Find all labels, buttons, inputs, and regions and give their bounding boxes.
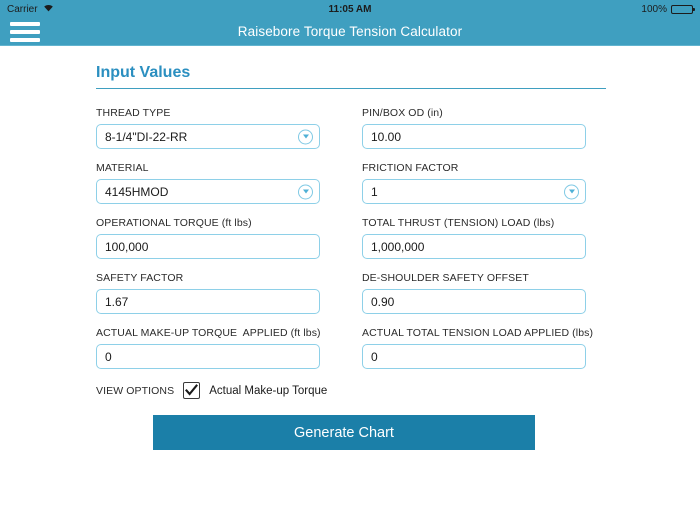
field-value: 0 [105, 349, 112, 364]
form-row [96, 217, 606, 259]
form-row [96, 107, 606, 149]
field-group-pin-box-od [362, 107, 586, 149]
field-group-de-shoulder-safety-offset [362, 272, 586, 314]
status-bar [0, 0, 700, 18]
form-row [96, 162, 606, 204]
field-label: THREAD TYPE [96, 107, 171, 119]
field-label: SAFETY FACTOR [96, 272, 184, 284]
field-value: 100,000 [105, 239, 149, 254]
total-thrust-load-input[interactable] [362, 234, 586, 259]
field-label: MATERIAL [96, 162, 149, 174]
safety-factor-input[interactable] [96, 289, 320, 314]
field-value: 1 [371, 184, 378, 199]
friction-factor-select[interactable] [362, 179, 586, 204]
field-value: 1.67 [105, 294, 129, 309]
field-label: FRICTION FACTOR [362, 162, 459, 174]
hamburger-menu-icon[interactable] [10, 21, 40, 43]
check-icon [185, 384, 198, 397]
battery-full-icon [671, 5, 693, 14]
view-options-label: VIEW OPTIONS [96, 384, 175, 397]
field-label: OPERATIONAL TORQUE (ft lbs) [96, 217, 252, 229]
main-content [0, 46, 700, 525]
field-label: ACTUAL TOTAL TENSION LOAD APPLIED (lbs) [362, 327, 594, 339]
nav-bar [0, 18, 700, 46]
form-row [96, 327, 606, 369]
field-label: TOTAL THRUST (TENSION) LOAD (lbs) [362, 217, 555, 229]
chevron-down-icon[interactable] [298, 129, 313, 144]
section-divider [96, 88, 606, 89]
form-row [96, 272, 606, 314]
field-label: PIN/BOX OD (in) [362, 107, 443, 119]
field-value: 1,000,000 [371, 239, 425, 254]
status-bar-time: 11:05 AM [328, 3, 372, 15]
thread-type-select[interactable] [96, 124, 320, 149]
actual-total-tension-load-applied-input[interactable] [362, 344, 586, 369]
field-value: 4145HMOD [105, 184, 169, 199]
field-value: 10.00 [371, 129, 402, 144]
generate-chart-button[interactable]: Generate Chart [153, 415, 535, 450]
input-values-form [96, 64, 606, 450]
battery-percent-label: 100% [641, 3, 667, 15]
field-value: 8-1/4"DI-22-RR [105, 129, 188, 144]
field-group-thread-type [96, 107, 320, 149]
de-shoulder-safety-offset-input[interactable] [362, 289, 586, 314]
view-options-row [96, 382, 606, 399]
field-value: 0 [371, 349, 378, 364]
carrier-label: Carrier [7, 3, 38, 15]
chevron-down-icon[interactable] [298, 184, 313, 199]
field-group-actual-makeup-torque-applied [96, 327, 320, 369]
section-title: Input Values [96, 64, 191, 81]
actual-makeup-torque-checkbox[interactable] [183, 382, 200, 399]
operational-torque-input[interactable] [96, 234, 320, 259]
status-bar-right [641, 4, 693, 15]
field-label: DE-SHOULDER SAFETY OFFSET [362, 272, 529, 284]
field-group-material [96, 162, 320, 204]
field-group-safety-factor [96, 272, 320, 314]
wifi-icon [43, 3, 54, 15]
field-group-friction-factor [362, 162, 586, 204]
field-group-operational-torque [96, 217, 320, 259]
field-group-actual-total-tension-load-applied [362, 327, 594, 369]
pin-box-od-input[interactable] [362, 124, 586, 149]
material-select[interactable] [96, 179, 320, 204]
status-bar-left [7, 3, 54, 15]
chevron-down-icon[interactable] [564, 184, 579, 199]
field-label: ACTUAL MAKE-UP TORQUE APPLIED (ft lbs) [96, 327, 321, 339]
page-title: Raisebore Torque Tension Calculator [237, 24, 463, 39]
field-value: 0.90 [371, 294, 395, 309]
actual-makeup-torque-checkbox-label: Actual Make-up Torque [209, 384, 328, 397]
actual-makeup-torque-applied-input[interactable] [96, 344, 320, 369]
field-group-total-thrust-load [362, 217, 586, 259]
